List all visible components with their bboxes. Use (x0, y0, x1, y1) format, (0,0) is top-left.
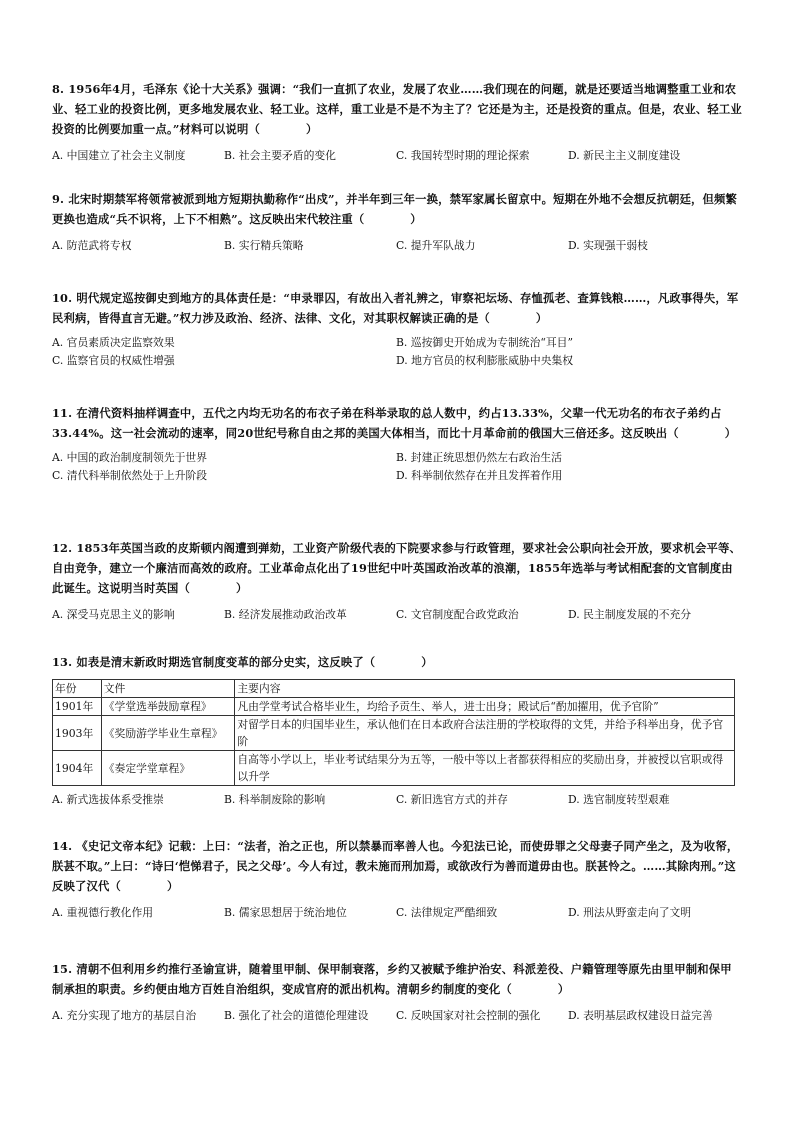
question-stem: 14. 《史记文帝本纪》记载：上曰：“法者，治之正也，所以禁暴而率善人也。今犯法已论，而使毋罪之父母妻子同产坐之，及为收帑，朕甚不取。”上曰：“诗曰‘恺悌君子，民之父母’。今人有过，教未施而刑加焉，或欲改行为善而道毋由也。朕甚怜之。……其除肉刑。”这反映了汉代（ ） (52, 839, 739, 893)
option-a[interactable]: A. 官员素质决定监察效果 (52, 336, 175, 349)
option-d[interactable]: D. 地方官员的权利膨胀威胁中央集权 (396, 354, 574, 367)
options-grid (52, 449, 742, 485)
option-c[interactable]: C. 法律规定严酷细致 (396, 906, 498, 919)
option-c[interactable]: C. 新旧选官方式的并存 (396, 793, 508, 806)
question-stem: 13. 如表是清末新政时期选官制度变革的部分史实，这反映了（ ） (52, 655, 433, 669)
table-row (53, 751, 735, 786)
option-b[interactable]: B. 封建正统思想仍然左右政治生活 (396, 451, 562, 464)
table-header-row (53, 680, 735, 698)
question-stem: 12. 1853年英国当政的皮斯顿内阁遭到弹劾，工业资产阶级代表的下院要求参与行政管理，要求社会公职向社会开放，要求机会平等、自由竞争，建立一个廉洁而高效的政府。工业革命点化出了19世纪中叶英国政治改革的浪潮，1855年选举与考试相配套的文官制度由此诞生。这说明当时英国（ ） (52, 541, 741, 595)
question-stem: 11. 在清代资料抽样调查中，五代之内均无功名的布衣子弟在科举录取的总人数中，约占13.33%，父辈一代无功名的布衣子弟约占33.44%。这一社会流动的速率，同20世纪号称自由之邦的美国大体相当，而比十月革命前的俄国大三倍还多。这反映出（ ） (52, 406, 737, 440)
options-row (52, 147, 742, 165)
option-b[interactable]: B. 实行精兵策略 (224, 239, 304, 252)
header-content: 主要内容 (235, 680, 735, 698)
option-c[interactable]: C. 清代科举制依然处于上升阶段 (52, 469, 208, 482)
reform-table (52, 679, 735, 786)
question-12 (52, 538, 742, 624)
options-grid (52, 334, 742, 370)
question-15 (52, 959, 742, 1025)
option-d[interactable]: D. 表明基层政权建设日益完善 (568, 1009, 713, 1022)
option-a[interactable]: A. 中国建立了社会主义制度 (52, 149, 186, 162)
option-d[interactable]: D. 实现强干弱枝 (568, 239, 648, 252)
option-a[interactable]: A. 深受马克思主义的影响 (52, 608, 175, 621)
question-stem: 9. 北宋时期禁军将领常被派到地方短期执勤称作“出戍”，并半年到三年一换，禁军家属长留京中。短期在外地不会想反抗朝廷，但频繁更换也造成“兵不识将，上下不相熟”。这反映出宋代较注重（ ） (52, 192, 738, 226)
option-a[interactable]: A. 防范武将专权 (52, 239, 132, 252)
cell-document: 《学堂选举鼓励章程》 (101, 698, 235, 716)
options-row (52, 606, 742, 624)
question-9 (52, 189, 742, 255)
option-a[interactable]: A. 中国的政治制度制领先于世界 (52, 451, 208, 464)
options-row (52, 1007, 742, 1025)
option-d[interactable]: D. 新民主主义制度建设 (568, 149, 681, 162)
option-a[interactable]: A. 新式选拔体系受推崇 (52, 793, 164, 806)
cell-document: 《奏定学堂章程》 (101, 751, 235, 786)
option-c[interactable]: C. 文官制度配合政党政治 (396, 608, 519, 621)
question-stem: 15. 清朝不但利用乡约推行圣谕宣讲，随着里甲制、保甲制衰落，乡约又被赋予维护治安、科派差役、户籍管理等原先由里甲制和保甲制承担的职责。乡约便由地方百姓自治组织，变成官府的派出机构。清朝乡约制度的变化（ ） (52, 962, 732, 996)
option-c[interactable]: C. 我国转型时期的理论探索 (396, 149, 530, 162)
option-b[interactable]: B. 科举制废除的影响 (224, 793, 326, 806)
cell-year: 1901年 (53, 698, 102, 716)
cell-content: 凡由学堂考试合格毕业生，均给予贡生、举人，进士出身；殿试后“酌加擢用，优予官阶” (235, 698, 735, 716)
option-b[interactable]: B. 经济发展推动政治改革 (224, 608, 347, 621)
question-stem: 10. 明代规定巡按御史到地方的具体责任是：“申录罪囚，有故出入者礼辨之，审察祀坛场、存恤孤老、查算钱粮……，凡政事得失，军民利病，皆得直言无避。”权力涉及政治、经济、法律、文化，对其职权解读正确的是（ ） (52, 291, 739, 325)
question-10 (52, 288, 742, 370)
option-d[interactable]: D. 民主制度发展的不充分 (568, 608, 692, 621)
question-stem: 8. 1956年4月，毛泽东《论十大关系》强调：“我们一直抓了农业，发展了农业……我们现在的问题，就是还要适当地调整重工业和农业、轻工业的投资比例，更多地发展农业、轻工业。这样，重工业是不是不为主了？它还是为主，还是投资的重点。但是，农业、轻工业投资的比例要加重一点。”材料可以说明（ ） (52, 82, 742, 136)
option-c[interactable]: C. 提升军队战力 (396, 239, 476, 252)
option-b[interactable]: B. 巡按御史开始成为专制统治“耳目” (396, 336, 573, 349)
header-document: 文件 (101, 680, 235, 698)
table-row (53, 698, 735, 716)
question-13 (52, 652, 742, 672)
option-d[interactable]: D. 刑法从野蛮走向了文明 (568, 906, 692, 919)
option-a[interactable]: A. 重视德行教化作用 (52, 906, 154, 919)
cell-content: 对留学日本的归国毕业生，承认他们在日本政府合法注册的学校取得的文凭，并给予科举出身，优予官阶 (235, 716, 735, 751)
question-11 (52, 403, 742, 485)
option-b[interactable]: B. 儒家思想居于统治地位 (224, 906, 347, 919)
question-13-options (52, 791, 742, 809)
header-year: 年份 (53, 680, 102, 698)
cell-content: 自高等小学以上，毕业考试结果分为五等，一般中等以上者都获得相应的奖励出身，并被授以官职或得以升学 (235, 751, 735, 786)
option-c[interactable]: C. 反映国家对社会控制的强化 (396, 1009, 541, 1022)
option-a[interactable]: A. 充分实现了地方的基层自治 (52, 1009, 197, 1022)
options-row (52, 237, 742, 255)
option-b[interactable]: B. 社会主要矛盾的变化 (224, 149, 336, 162)
question-8 (52, 79, 742, 165)
cell-document: 《奖励游学毕业生章程》 (101, 716, 235, 751)
option-b[interactable]: B. 强化了社会的道德伦理建设 (224, 1009, 369, 1022)
table-row (53, 716, 735, 751)
option-d[interactable]: D. 科举制依然存在并且发挥着作用 (396, 469, 563, 482)
options-row (52, 791, 742, 809)
options-row (52, 904, 742, 922)
option-c[interactable]: C. 监察官员的权威性增强 (52, 354, 175, 367)
cell-year: 1903年 (53, 716, 102, 751)
option-d[interactable]: D. 选官制度转型艰难 (568, 793, 670, 806)
question-14 (52, 836, 742, 922)
cell-year: 1904年 (53, 751, 102, 786)
